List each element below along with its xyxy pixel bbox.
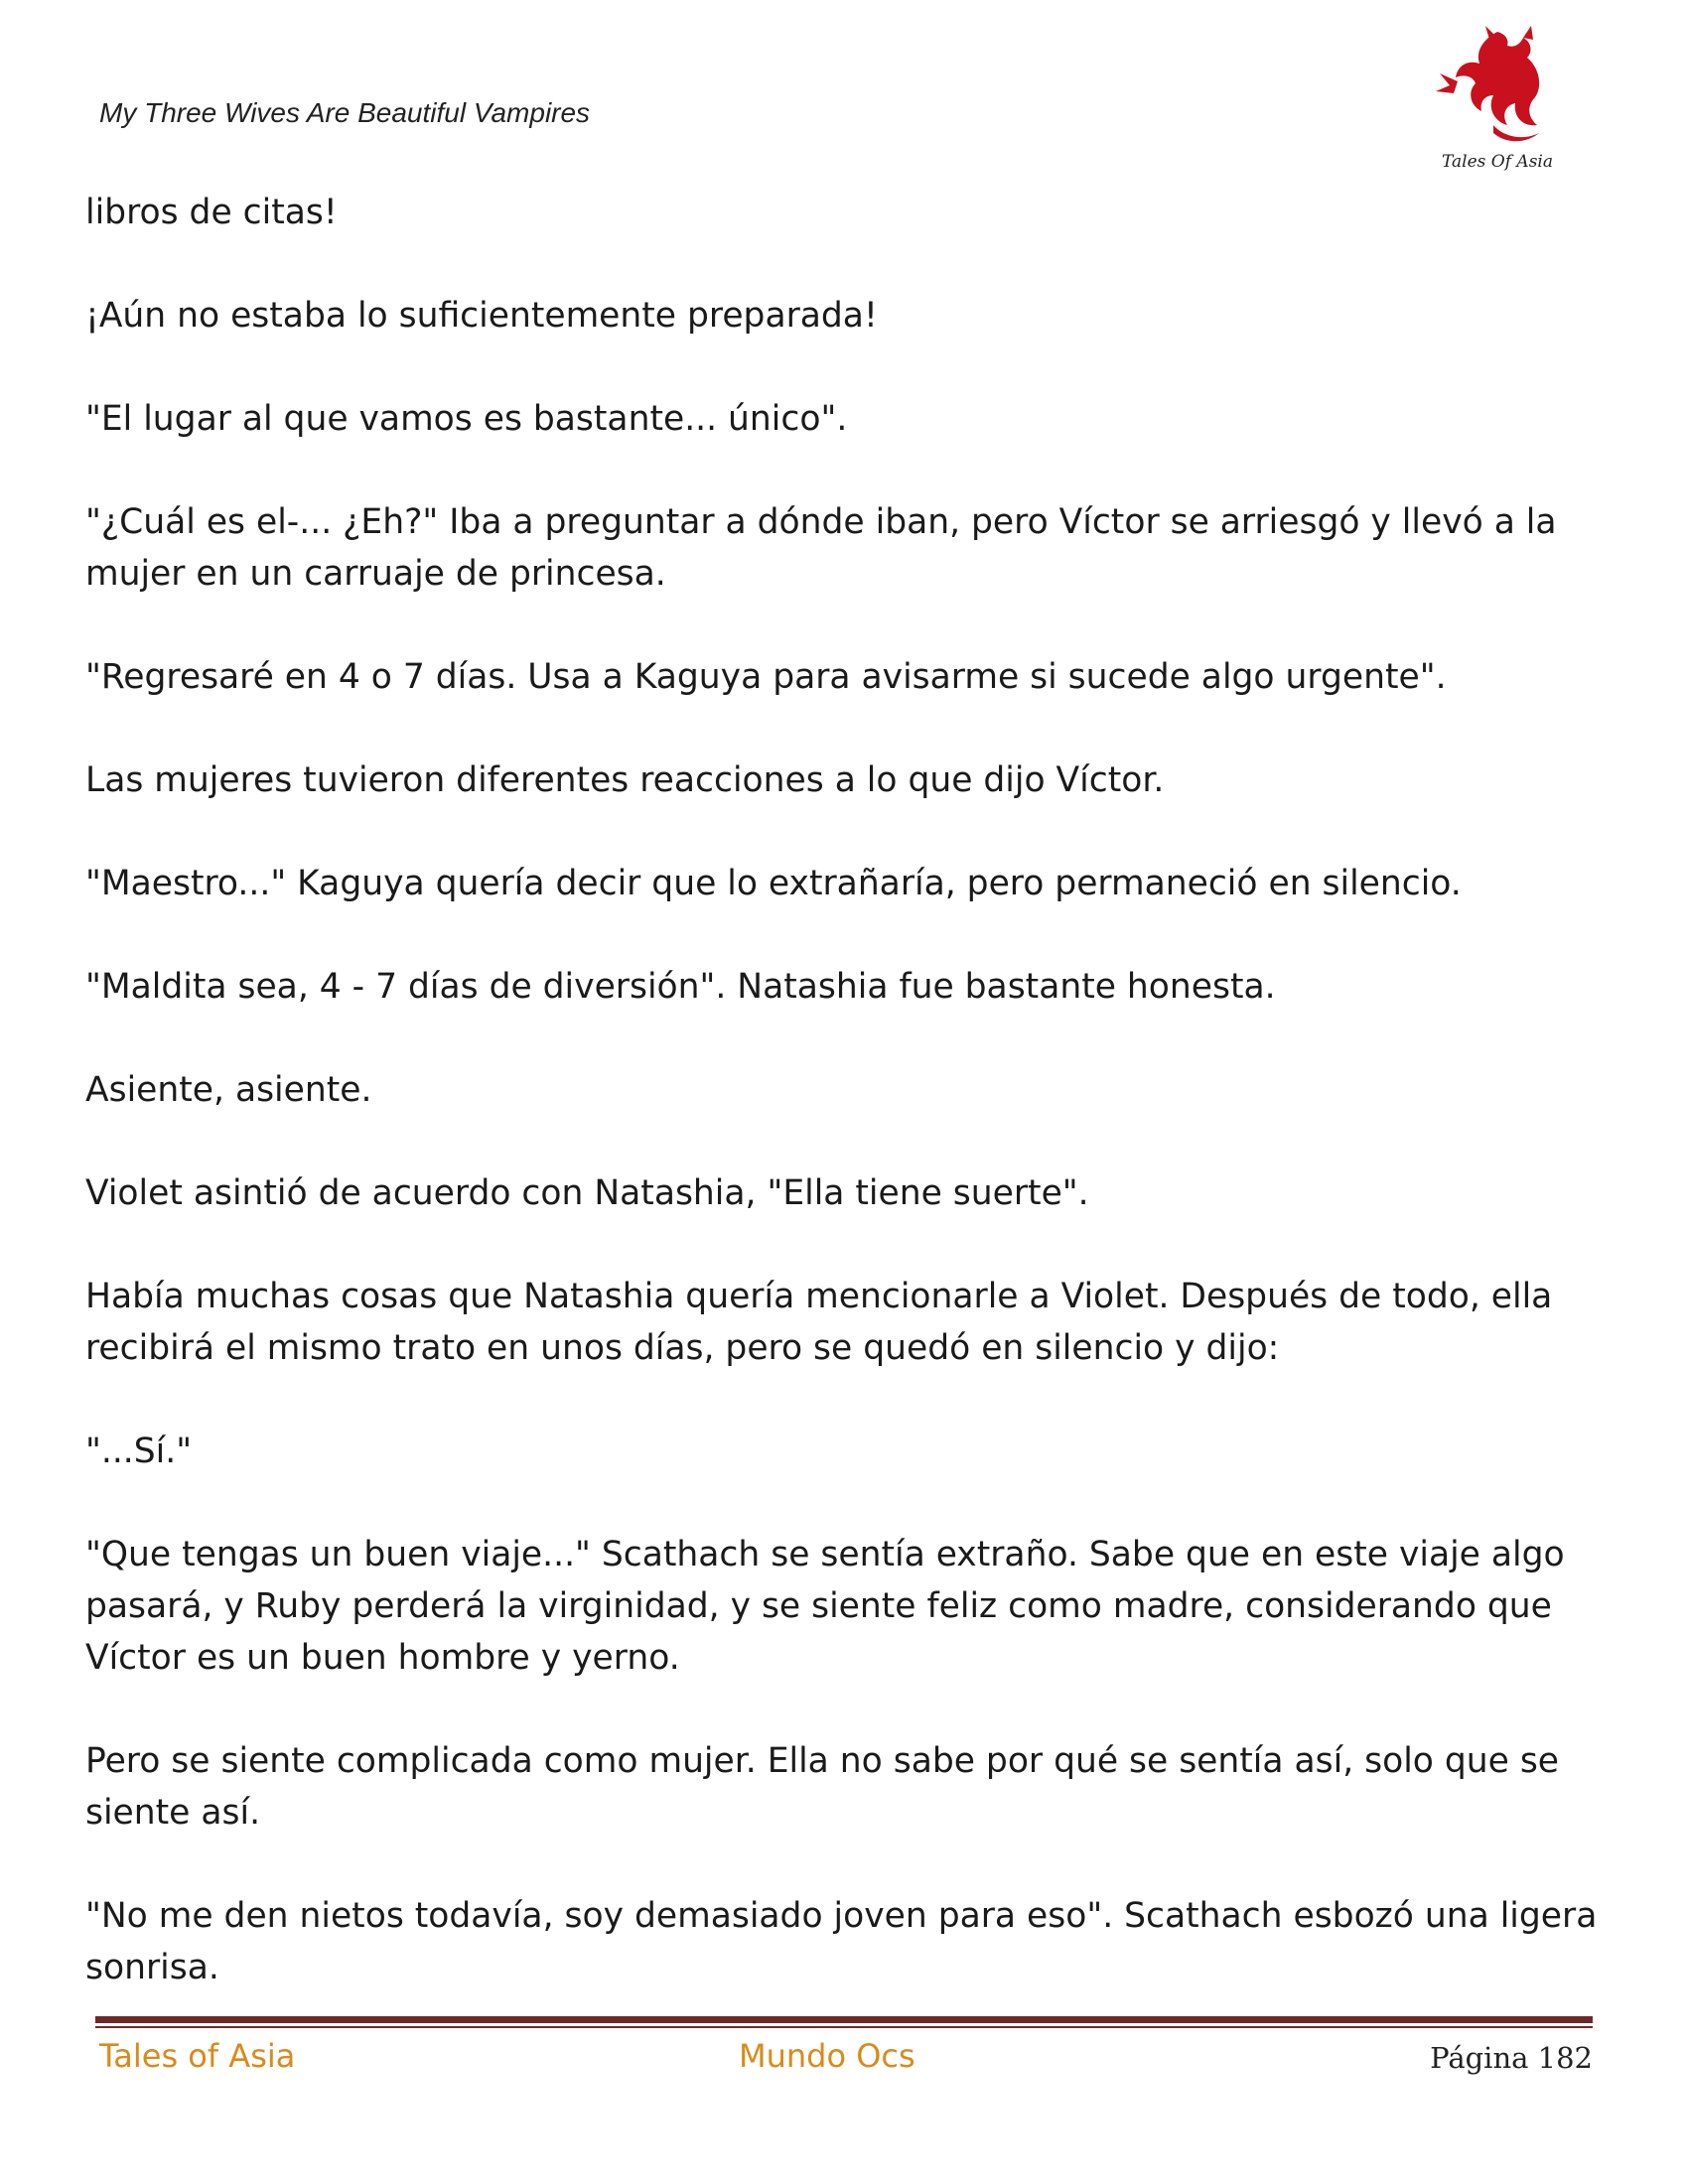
paragraph: "No me den nietos todavía, soy demasiado joven para eso". Scathach esbozó una ligera sonrisa. <box>85 1896 1598 1987</box>
paragraph: ¡Aún no estaba lo suficientemente preparada! <box>85 296 878 336</box>
footer-divider-thin <box>95 2026 1593 2028</box>
paragraph: "Regresaré en 4 o 7 días. Usa a Kaguya para avisarme si sucede algo urgente". <box>85 657 1447 697</box>
paragraph: "El lugar al que vamos es bastante... único". <box>85 399 848 439</box>
paragraph: libros de citas! <box>85 193 338 232</box>
footer-site-name: Tales of Asia <box>99 2037 296 2075</box>
footer-section-name: Mundo Ocs <box>739 2037 915 2075</box>
paragraph: Las mujeres tuvieron diferentes reacciones a lo que dijo Víctor. <box>85 760 1165 800</box>
paragraph: "Que tengas un buen viaje..." Scathach se sentía extraño. Sabe que en este viaje algo pasará, y Ruby perderá la virginidad, y se siente feliz como madre, considerando que Víctor es un buen hombre y yerno. <box>85 1535 1565 1678</box>
paragraph: Había muchas cosas que Natashia quería mencionarle a Violet. Después de todo, ella recibirá el mismo trato en unos días, pero se quedó en silencio y dijo: <box>85 1277 1553 1368</box>
paragraph: "...Sí." <box>85 1432 193 1471</box>
paragraph: Violet asintió de acuerdo con Natashia, "Ella tiene suerte". <box>85 1173 1089 1213</box>
paragraph: Pero se siente complicada como mujer. Ella no sabe por qué se sentía así, solo que se siente así. <box>85 1741 1560 1833</box>
paragraph: Asiente, asiente. <box>85 1070 372 1110</box>
page-header-title: My Three Wives Are Beautiful Vampires <box>99 97 591 128</box>
paragraph: "¿Cuál es el-... ¿Eh?" Iba a preguntar a dónde iban, pero Víctor se arriesgó y llevó a la mujer en un carruaje de princesa. <box>85 502 1557 594</box>
page-number: Página 182 <box>1430 2041 1593 2075</box>
dragon-logo-icon <box>1428 22 1567 181</box>
tales-of-asia-logo <box>1428 22 1567 181</box>
chapter-body <box>85 187 1615 2045</box>
svg-text:Tales Of Asia: Tales Of Asia <box>1442 152 1553 172</box>
paragraph: "Maestro..." Kaguya quería decir que lo extrañaría, pero permaneció en silencio. <box>85 864 1462 903</box>
paragraph: "Maldita sea, 4 - 7 días de diversión". Natashia fue bastante honesta. <box>85 967 1276 1007</box>
footer-divider-thick <box>95 2016 1593 2023</box>
